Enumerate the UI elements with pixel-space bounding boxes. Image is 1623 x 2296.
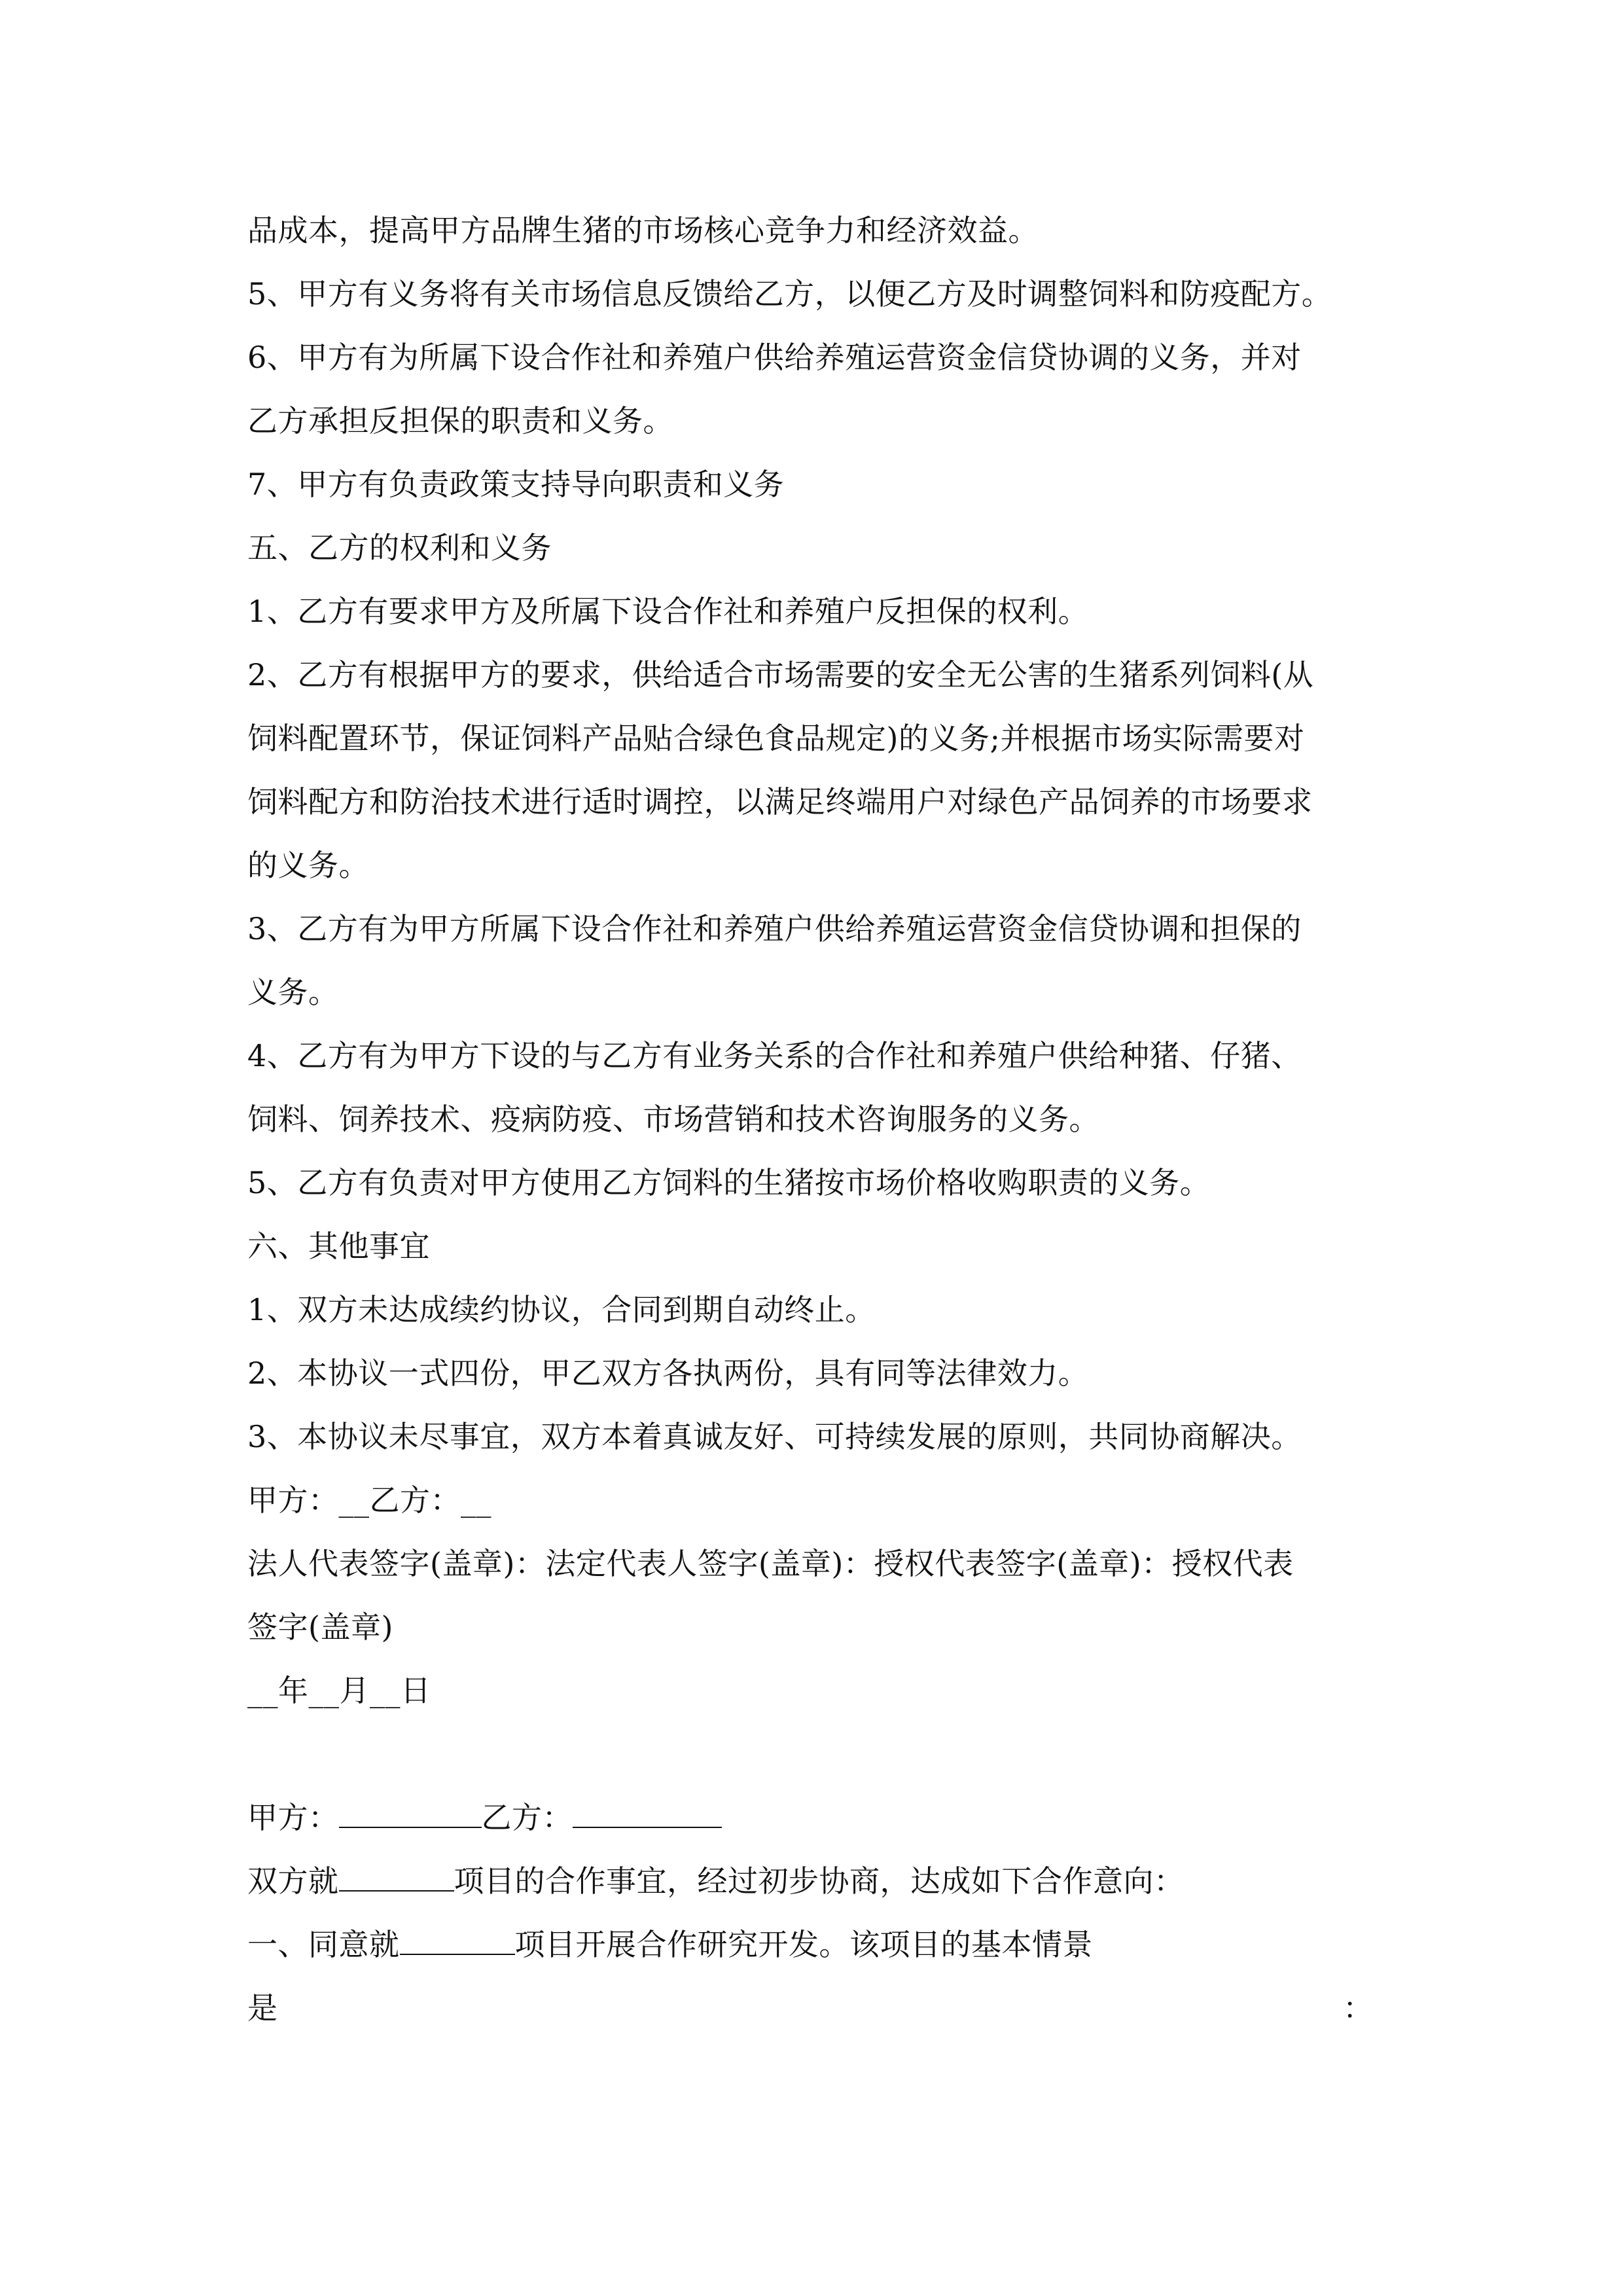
project-blank <box>400 1925 515 1955</box>
party-b-label: 乙方： <box>481 1800 573 1835</box>
text-line: 饲料配置环节，保证饲料产品贴合绿色食品规定)的义务;并根据市场实际需要对 <box>247 721 1305 756</box>
item-one-line <box>247 1925 1093 1964</box>
text-line: 义务。 <box>247 975 339 1010</box>
text-line: 乙方承担反担保的职责和义务。 <box>247 403 673 439</box>
party-a-blank <box>339 1798 482 1828</box>
project-blank <box>339 1861 454 1892</box>
item-one-continuation: 是 <box>247 1990 278 2026</box>
text-line: 6、甲方有为所属下设合作社和养殖户供给养殖运营资金信贷协调的义务，并对 <box>247 340 1302 375</box>
text-line: 饲料、饲养技术、疫病防疫、市场营销和技术咨询服务的义务。 <box>247 1102 1099 1137</box>
text-line: 品成本，提高甲方品牌生猪的市场核心竞争力和经济效益。 <box>247 213 1039 248</box>
date-line: __年__月__日 <box>247 1673 431 1708</box>
section-heading: 五、乙方的权利和义务 <box>247 530 552 565</box>
text-line: 的义务。 <box>247 848 369 883</box>
text-line: 3、本协议未尽事宜，双方本着真诚友好、可持续发展的原则，共同协商解决。 <box>247 1419 1302 1454</box>
text-line: 5、乙方有负责对甲方使用乙方饲料的生猪按市场价格收购职责的义务。 <box>247 1165 1211 1200</box>
item-one-prefix: 一、同意就 <box>247 1927 400 1962</box>
signature-line: 签字(盖章) <box>247 1609 393 1645</box>
signature-parties: 甲方：__乙方：__ <box>247 1482 491 1518</box>
signature-line: 法人代表签字(盖章)：法定代表人签字(盖章)：授权代表签字(盖章)：授权代表 <box>247 1546 1294 1581</box>
text-line: 2、乙方有根据甲方的要求，供给适合市场需要的安全无公害的生猪系列饲料(从 <box>247 657 1314 692</box>
item-one-suffix: 项目开展合作研究开发。该项目的基本情景 <box>514 1927 1093 1962</box>
section-heading: 六、其他事宜 <box>247 1229 430 1264</box>
party-a-label: 甲方： <box>247 1800 339 1835</box>
party-b-blank <box>573 1798 722 1828</box>
text-line: 7、甲方有负责政策支持导向职责和义务 <box>247 467 785 502</box>
text-line: 5、甲方有义务将有关市场信息反馈给乙方，以便乙方及时调整饲料和防疫配方。 <box>247 276 1332 312</box>
text-line: 4、乙方有为甲方下设的与乙方有业务关系的合作社和养殖户供给种猪、仔猪、 <box>247 1038 1302 1073</box>
trailing-colon: ： <box>1343 1990 1373 2026</box>
party-line <box>247 1798 722 1837</box>
text-line: 2、本协议一式四份，甲乙双方各执两份，具有同等法律效力。 <box>247 1355 1089 1391</box>
text-line: 1、双方未达成续约协议，合同到期自动终止。 <box>247 1292 876 1327</box>
text-line: 1、乙方有要求甲方及所属下设合作社和养殖户反担保的权利。 <box>247 594 1089 629</box>
intent-prefix: 双方就 <box>247 1863 339 1899</box>
intent-line <box>247 1861 1185 1901</box>
intent-suffix: 项目的合作事宜，经过初步协商，达成如下合作意向： <box>454 1863 1185 1899</box>
text-line: 3、乙方有为甲方所属下设合作社和养殖户供给养殖运营资金信贷协调和担保的 <box>247 911 1302 946</box>
text-line: 饲料配方和防治技术进行适时调控，以满足终端用户对绿色产品饲养的市场要求 <box>247 784 1313 819</box>
